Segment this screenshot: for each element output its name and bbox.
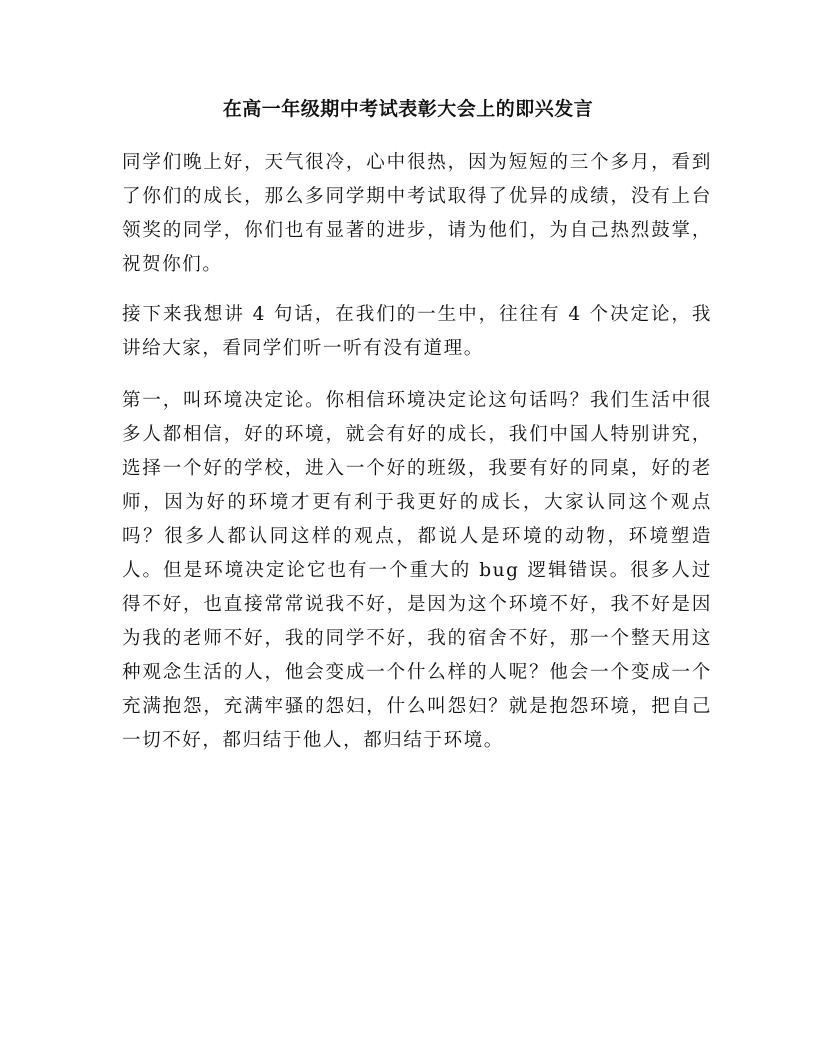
document-body (122, 146, 712, 776)
paragraph-intro: 接下来我想讲 4 句话，在我们的一生中，往往有 4 个决定论，我讲给大家，看同学们听一听有没有道理。 (122, 304, 712, 359)
document-title: 在高一年级期中考试表彰大会上的即兴发言 (222, 98, 594, 120)
paragraph-greeting: 同学们晚上好，天气很冷，心中很热，因为短短的三个多月，看到了你们的成长，那么多同学期中考试取得了优异的成绩，没有上台领奖的同学，你们也有显著的进步，请为他们，为自己热烈鼓掌，祝贺你们。 (122, 152, 712, 275)
paragraph-environment-determinism: 第一，叫环境决定论。你相信环境决定论这句话吗？我们生活中很多人都相信，好的环境，就会有好的成长，我们中国人特别讲究，选择一个好的学校，进入一个好的班级，我要有好的同桌，好的老师，因为好的环境才更有利于我更好的成长，大家认同这个观点吗？很多人都认同这样的观点，都说人是环境的动物，环境塑造人。但是环境决定论它也有一个重大的 bug 逻辑错误。很多人过得不好，也直接常常说我不好，是因为这个环境不好，我不好是因为我的老师不好，我的同学不好，我的宿舍不好，那一个整天用这种观念生活的人，他会变成一个什么样的人呢？他会一个变成一个充满抱怨，充满牢骚的怨妇，什么叫怨妇？就是抱怨环境，把自己一切不好，都归结于他人，都归结于环境。 (122, 390, 712, 751)
